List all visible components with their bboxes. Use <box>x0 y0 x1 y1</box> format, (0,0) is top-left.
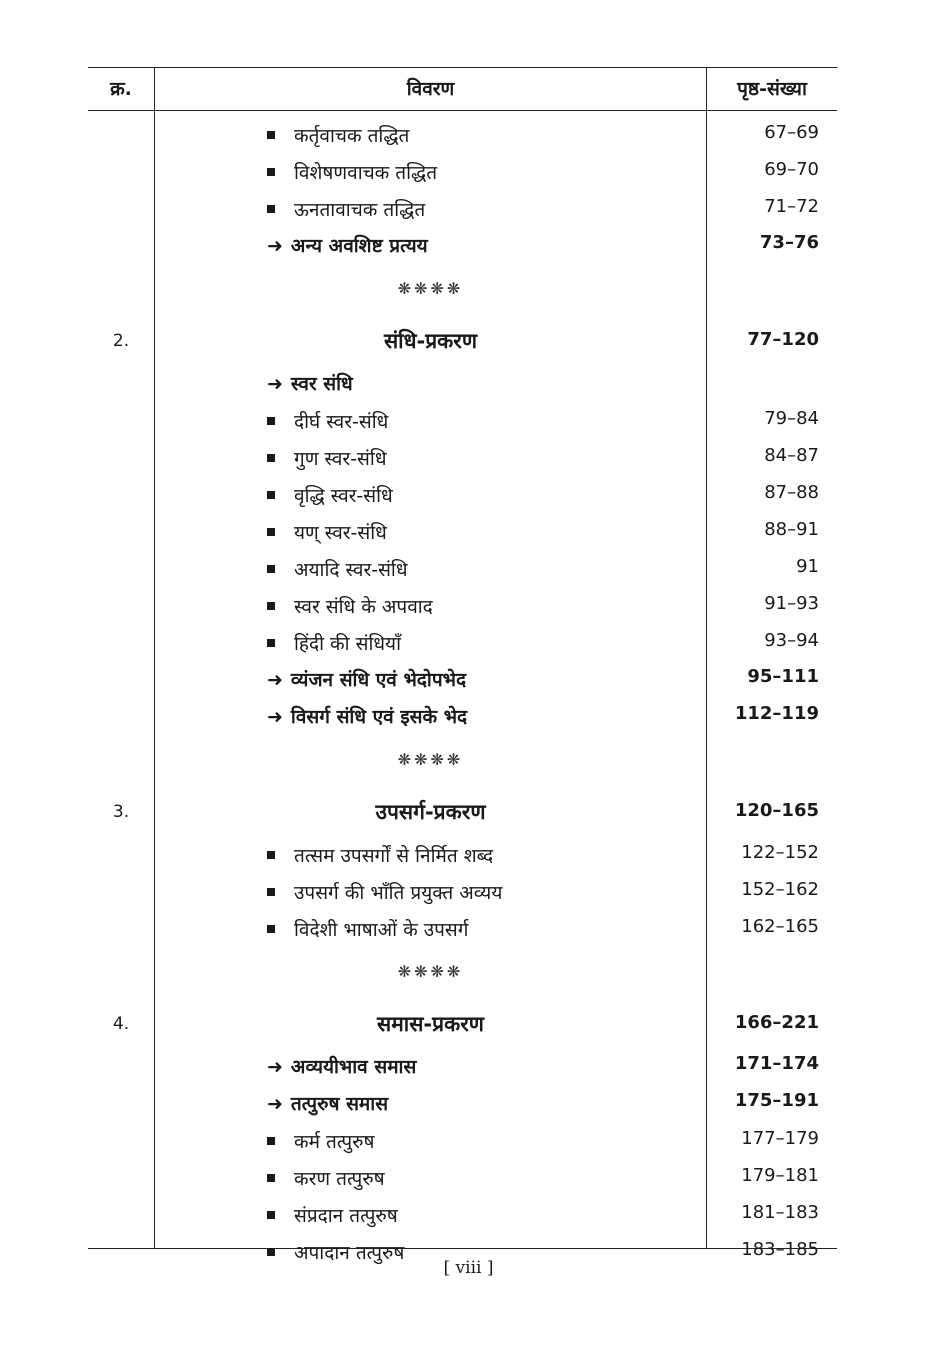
page-range: 95–111 <box>747 666 819 687</box>
square-bullet-icon <box>267 602 275 610</box>
header-rule <box>88 110 837 111</box>
page-range: 162–165 <box>741 916 819 937</box>
entry-label: संप्रदान तत्पुरुष <box>294 1205 398 1227</box>
entry-description <box>267 703 467 729</box>
table-top-rule <box>88 67 837 68</box>
arrow-right-icon: ➜ <box>267 1056 283 1078</box>
list-item <box>88 115 837 152</box>
entry-description <box>267 370 353 396</box>
square-bullet-icon <box>267 491 275 499</box>
entry-description <box>267 1202 398 1228</box>
entry-label: विशेषणवाचक तद्धित <box>294 162 438 184</box>
page-range: 88–91 <box>764 519 819 540</box>
arrow-right-icon: ➜ <box>267 373 283 395</box>
section-number: 3. <box>112 802 130 822</box>
list-item <box>88 401 837 438</box>
entry-label: गुण स्वर-संधि <box>294 448 387 470</box>
page-range: 73–76 <box>759 232 819 253</box>
entry-description <box>267 482 393 508</box>
section-title: उपसर्ग-प्रकरण <box>375 800 486 824</box>
entry-label: कर्म तत्पुरुष <box>294 1131 375 1153</box>
page-range: 79–84 <box>764 408 819 429</box>
list-item <box>88 438 837 475</box>
page-range: 77–120 <box>747 329 819 350</box>
list-item <box>88 226 837 263</box>
page-range: 87–88 <box>764 482 819 503</box>
page-range: 93–94 <box>764 630 819 651</box>
list-item <box>88 872 837 909</box>
square-bullet-icon <box>267 1248 275 1256</box>
entry-description <box>267 916 468 942</box>
entry-label: ऊनतावाचक तद्धित <box>294 199 426 221</box>
section-row <box>88 1000 837 1047</box>
entry-description <box>267 593 433 619</box>
page-range: 171–174 <box>734 1053 819 1074</box>
entry-label: अव्ययीभाव समास <box>290 1056 417 1078</box>
section-number: 2. <box>112 331 130 351</box>
list-item <box>88 475 837 512</box>
entry-description <box>267 842 493 868</box>
entry-label: वृद्धि स्वर-संधि <box>294 485 393 507</box>
entry-description <box>267 1090 388 1116</box>
list-item <box>88 660 837 697</box>
list-item <box>88 364 837 401</box>
entry-description <box>267 122 409 148</box>
page-range: 183–185 <box>741 1239 819 1260</box>
page-range: 166–221 <box>734 1012 819 1033</box>
list-item <box>88 909 837 946</box>
square-bullet-icon <box>267 528 275 536</box>
list-item <box>88 1121 837 1158</box>
square-bullet-icon <box>267 168 275 176</box>
entry-label: यण् स्वर-संधि <box>294 522 387 544</box>
entry-label: व्यंजन संधि एवं भेदोपभेद <box>290 669 467 691</box>
page-range: 67–69 <box>764 122 819 143</box>
list-item <box>88 1047 837 1084</box>
entry-label: अयादि स्वर-संधि <box>294 559 408 581</box>
entry-label: दीर्घ स्वर-संधि <box>294 411 389 433</box>
page-range: 71–72 <box>764 196 819 217</box>
square-bullet-icon <box>267 565 275 573</box>
page-range: 152–162 <box>741 879 819 900</box>
section-row <box>88 317 837 364</box>
header-description: विवरण <box>406 78 455 100</box>
header-page-number: पृष्ठ-संख्या <box>737 78 807 100</box>
square-bullet-icon <box>267 1174 275 1182</box>
arrow-right-icon: ➜ <box>267 1093 283 1115</box>
separator-row <box>88 263 837 317</box>
entry-description <box>267 196 425 222</box>
section-separator: ❋❋❋❋ <box>397 962 464 981</box>
entry-label: अन्य अवशिष्ट प्रत्यय <box>290 235 428 257</box>
entry-description <box>267 159 437 185</box>
entry-label: अपादान तत्पुरुष <box>294 1242 405 1264</box>
square-bullet-icon <box>267 888 275 896</box>
entry-label: स्वर संधि <box>290 373 353 395</box>
separator-row <box>88 734 837 788</box>
entry-description <box>267 1128 375 1154</box>
list-item <box>88 623 837 660</box>
square-bullet-icon <box>267 925 275 933</box>
entry-label: कर्तृवाचक तद्धित <box>294 125 410 147</box>
entry-description <box>267 1053 416 1079</box>
square-bullet-icon <box>267 1211 275 1219</box>
entry-label: स्वर संधि के अपवाद <box>294 596 433 618</box>
arrow-right-icon: ➜ <box>267 235 283 257</box>
page-range: 175–191 <box>734 1090 819 1111</box>
square-bullet-icon <box>267 131 275 139</box>
list-item <box>88 549 837 586</box>
section-title: संधि-प्रकरण <box>383 329 478 353</box>
list-item <box>88 835 837 872</box>
entry-label: तत्सम उपसर्गों से निर्मित शब्द <box>294 845 494 867</box>
page-number: [ viii ] <box>443 1258 494 1278</box>
section-separator: ❋❋❋❋ <box>397 279 464 298</box>
section-separator: ❋❋❋❋ <box>397 750 464 769</box>
page-range: 179–181 <box>741 1165 819 1186</box>
square-bullet-icon <box>267 639 275 647</box>
entry-description <box>267 630 401 656</box>
square-bullet-icon <box>267 851 275 859</box>
page-range: 181–183 <box>741 1202 819 1223</box>
list-item <box>88 697 837 734</box>
page-range: 122–152 <box>741 842 819 863</box>
list-item <box>88 1158 837 1195</box>
list-item <box>88 512 837 549</box>
entry-label: विदेशी भाषाओं के उपसर्ग <box>294 919 469 941</box>
entry-description <box>267 408 388 434</box>
list-item <box>88 586 837 623</box>
square-bullet-icon <box>267 454 275 462</box>
entry-label: विसर्ग संधि एवं इसके भेद <box>290 706 468 728</box>
entry-description <box>267 879 502 905</box>
contents-table <box>88 67 837 1264</box>
page-range: 91–93 <box>764 593 819 614</box>
entry-label: तत्पुरुष समास <box>290 1093 389 1115</box>
section-row <box>88 788 837 835</box>
entry-description <box>267 232 428 258</box>
section-title: समास-प्रकरण <box>377 1012 484 1036</box>
separator-row <box>88 946 837 1000</box>
entry-description <box>267 556 408 582</box>
entry-description <box>267 519 387 545</box>
entry-label: हिंदी की संधियाँ <box>294 633 402 655</box>
page-range: 91 <box>796 556 819 577</box>
list-item <box>88 152 837 189</box>
list-item <box>88 189 837 226</box>
list-item <box>88 1084 837 1121</box>
square-bullet-icon <box>267 205 275 213</box>
page-range: 69–70 <box>764 159 819 180</box>
square-bullet-icon <box>267 417 275 425</box>
section-number: 4. <box>112 1014 130 1034</box>
arrow-right-icon: ➜ <box>267 669 283 691</box>
header-serial: क्र. <box>110 78 132 100</box>
page-range: 120–165 <box>734 800 819 821</box>
square-bullet-icon <box>267 1137 275 1145</box>
entry-description <box>267 445 387 471</box>
entry-description <box>267 666 466 692</box>
list-item <box>88 1195 837 1232</box>
page-range: 84–87 <box>764 445 819 466</box>
page-range: 112–119 <box>734 703 819 724</box>
entry-label: करण तत्पुरुष <box>294 1168 385 1190</box>
page-range: 177–179 <box>741 1128 819 1149</box>
entry-label: उपसर्ग की भाँति प्रयुक्त अव्यय <box>294 882 503 904</box>
arrow-right-icon: ➜ <box>267 706 283 728</box>
entry-description <box>267 1165 385 1191</box>
